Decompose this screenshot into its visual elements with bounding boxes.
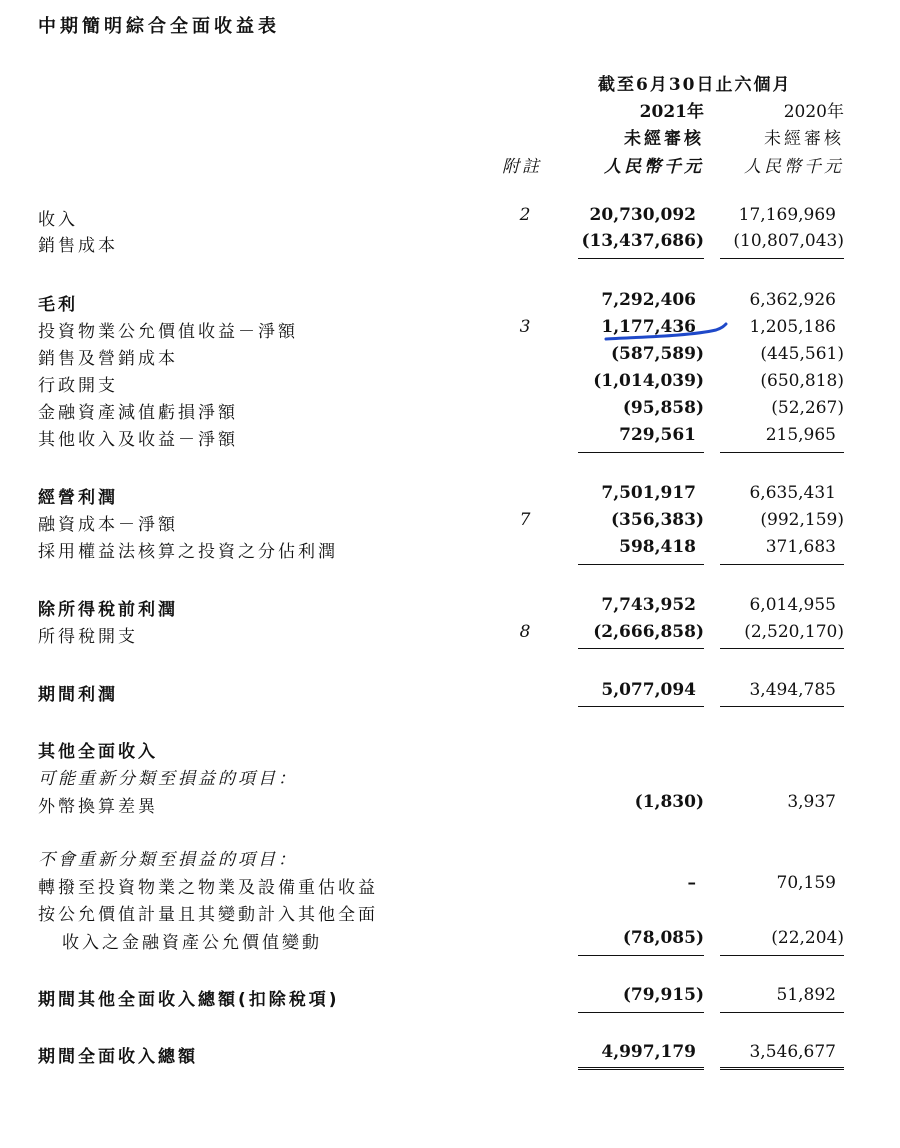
underline xyxy=(720,955,844,956)
underline xyxy=(720,452,844,453)
row-value-current: (79,915) xyxy=(622,985,704,1005)
row-value-prior: 371,683 xyxy=(765,537,836,557)
row-label: 期間利潤 xyxy=(38,685,118,705)
audit-prior: 未經審核 xyxy=(764,129,844,149)
row-note: 8 xyxy=(519,622,531,642)
row-note: 3 xyxy=(519,317,531,337)
row-value-current: 1,177,436 xyxy=(601,317,696,337)
row-value-prior: 6,362,926 xyxy=(749,290,836,310)
row-value-prior: 6,014,955 xyxy=(749,595,836,615)
row-label: 可能重新分類至損益的項目： xyxy=(38,769,298,789)
row-label: 其他全面收入 xyxy=(38,742,158,762)
row-label: 按公允價值計量且其變動計入其他全面 xyxy=(38,905,378,925)
row-value-current: 729,561 xyxy=(619,425,696,445)
underline xyxy=(578,648,704,649)
underline xyxy=(720,258,844,259)
row-value-current: 7,501,917 xyxy=(601,483,696,503)
row-value-prior: (10,807,043) xyxy=(733,231,844,251)
row-label: 收入之金融資產公允價值變動 xyxy=(62,933,322,953)
period-header: 截至6月30日止六個月 xyxy=(598,75,792,95)
row-value-prior: 3,546,677 xyxy=(749,1042,836,1062)
underline xyxy=(578,955,704,956)
underline xyxy=(720,648,844,649)
row-value-current: 4,997,179 xyxy=(601,1042,696,1062)
row-label: 除所得稅前利潤 xyxy=(38,600,178,620)
year-current: 2021年 xyxy=(639,102,704,122)
row-value-current: (13,437,686) xyxy=(581,231,704,251)
row-note: 7 xyxy=(519,510,531,530)
underline xyxy=(578,564,704,565)
double-underline xyxy=(720,1067,844,1070)
row-label: 經營利潤 xyxy=(38,488,118,508)
underline xyxy=(578,258,704,259)
row-value-current: – xyxy=(687,873,696,893)
unit-prior: 人民幣千元 xyxy=(744,157,844,177)
row-label: 行政開支 xyxy=(38,376,118,396)
statement-title: 中期簡明綜合全面收益表 xyxy=(38,16,280,37)
row-label: 金融資產減值虧損淨額 xyxy=(38,403,238,423)
row-value-current: 7,292,406 xyxy=(601,290,696,310)
row-value-prior: 70,159 xyxy=(776,873,836,893)
row-value-prior: 17,169,969 xyxy=(738,205,836,225)
row-value-prior: (22,204) xyxy=(771,928,844,948)
row-value-current: (356,383) xyxy=(611,510,704,530)
underline xyxy=(720,706,844,707)
underline xyxy=(720,1012,844,1013)
row-label: 採用權益法核算之投資之分佔利潤 xyxy=(38,542,338,562)
row-value-prior: (2,520,170) xyxy=(744,622,844,642)
row-value-current: (95,858) xyxy=(622,398,704,418)
row-value-prior: (650,818) xyxy=(760,371,844,391)
note-column-header: 附註 xyxy=(502,157,542,177)
row-label: 不會重新分類至損益的項目： xyxy=(38,850,298,870)
row-value-prior: 3,937 xyxy=(787,792,836,812)
row-value-prior: (992,159) xyxy=(760,510,844,530)
row-value-prior: 51,892 xyxy=(776,985,836,1005)
row-value-prior: 6,635,431 xyxy=(749,483,836,503)
row-value-prior: 215,965 xyxy=(765,425,836,445)
unit-current: 人民幣千元 xyxy=(604,157,704,177)
row-label: 融資成本－淨額 xyxy=(38,515,178,535)
row-value-prior: 1,205,186 xyxy=(749,317,836,337)
row-label: 收入 xyxy=(38,210,78,230)
row-value-current: 598,418 xyxy=(619,537,696,557)
double-underline xyxy=(578,1067,704,1070)
row-value-current: (1,830) xyxy=(634,792,704,812)
row-value-current: (587,589) xyxy=(611,344,704,364)
row-value-current: 20,730,092 xyxy=(589,205,696,225)
underline xyxy=(720,564,844,565)
row-value-prior: (445,561) xyxy=(760,344,844,364)
row-label: 期間其他全面收入總額(扣除稅項) xyxy=(38,990,340,1010)
underline xyxy=(578,452,704,453)
underline xyxy=(578,1012,704,1013)
row-note: 2 xyxy=(519,205,531,225)
row-value-prior: (52,267) xyxy=(771,398,844,418)
underline xyxy=(578,706,704,707)
row-value-current: (2,666,858) xyxy=(593,622,704,642)
row-label: 毛利 xyxy=(38,295,78,315)
audit-current: 未經審核 xyxy=(624,129,704,149)
row-label: 銷售及營銷成本 xyxy=(38,349,178,369)
row-label: 期間全面收入總額 xyxy=(38,1047,198,1067)
row-label: 其他收入及收益－淨額 xyxy=(38,430,238,450)
row-label: 所得稅開支 xyxy=(38,627,138,647)
row-value-current: (1,014,039) xyxy=(593,371,704,391)
year-prior: 2020年 xyxy=(783,102,844,122)
row-label: 銷售成本 xyxy=(38,236,118,256)
row-label: 外幣換算差異 xyxy=(38,797,158,817)
row-value-current: 7,743,952 xyxy=(601,595,696,615)
row-label: 轉撥至投資物業之物業及設備重估收益 xyxy=(38,878,378,898)
row-value-prior: 3,494,785 xyxy=(749,680,836,700)
row-value-current: 5,077,094 xyxy=(601,680,696,700)
row-label: 投資物業公允價值收益－淨額 xyxy=(38,322,298,342)
row-value-current: (78,085) xyxy=(622,928,704,948)
